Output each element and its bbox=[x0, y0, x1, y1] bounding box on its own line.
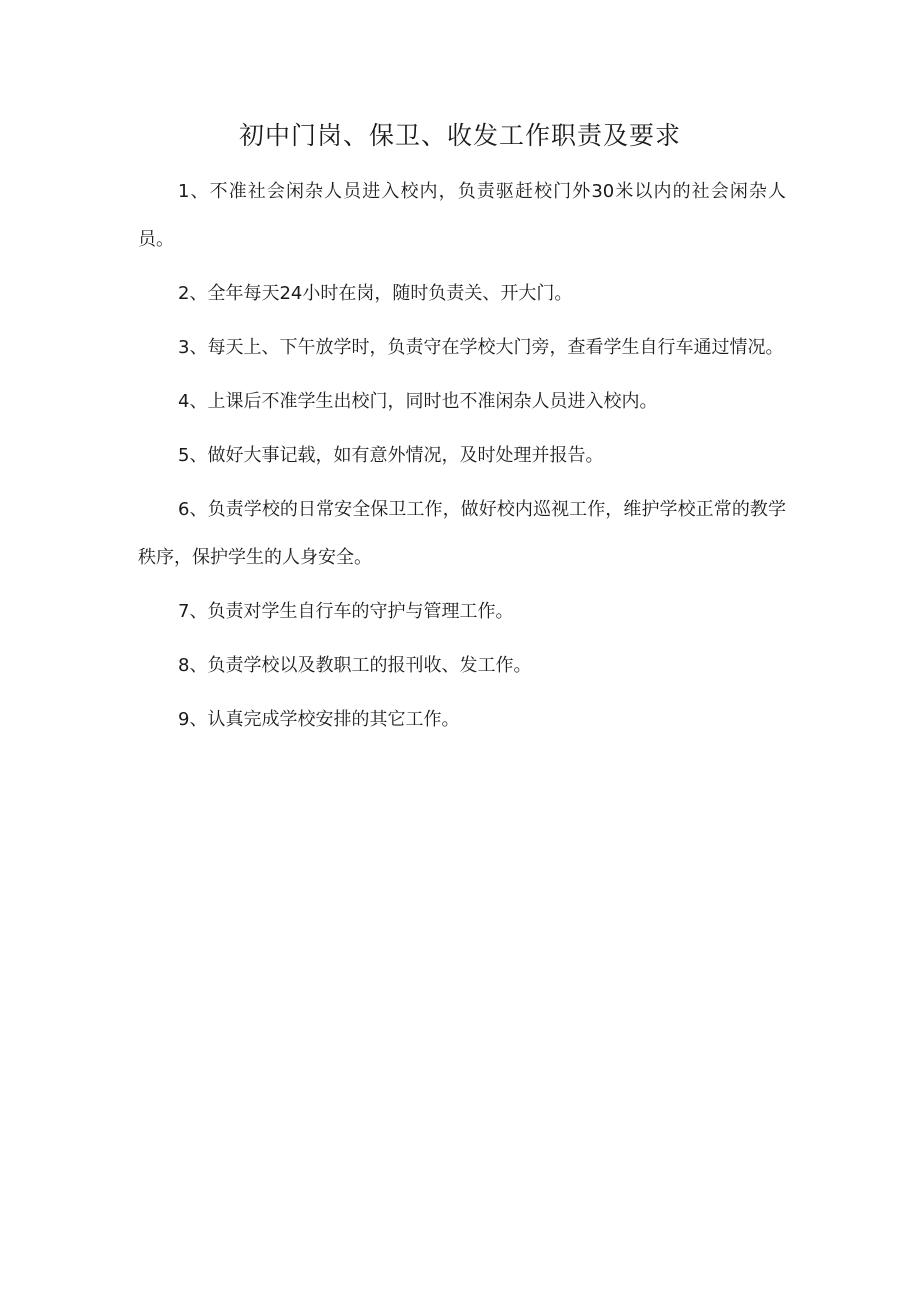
duty-item-5: 5、做好大事记载，如有意外情况，及时处理并报告。 bbox=[178, 445, 604, 466]
duty-item-6: 6、负责学校的日常安全保卫工作，做好校内巡视工作，维护学校正常的教学秩序，保护学生的人身安全。 bbox=[138, 499, 786, 568]
duty-item-1: 1、不准社会闲杂人员进入校内，负责驱赶校门外30米以内的社会闲杂人员。 bbox=[138, 181, 786, 250]
document-body bbox=[138, 168, 786, 750]
duty-item-7: 7、负责对学生自行车的守护与管理工作。 bbox=[178, 601, 514, 622]
duty-item-8: 8、负责学校以及教职工的报刊收、发工作。 bbox=[178, 655, 532, 676]
document-title: 初中门岗、保卫、收发工作职责及要求 bbox=[238, 121, 681, 150]
duty-item-2: 2、全年每天24小时在岗，随时负责关、开大门。 bbox=[178, 283, 573, 304]
duty-item-3: 3、每天上、下午放学时，负责守在学校大门旁，查看学生自行车通过情况。 bbox=[178, 337, 784, 358]
duty-item-9: 9、认真完成学校安排的其它工作。 bbox=[178, 709, 460, 730]
duty-item-4: 4、上课后不准学生出校门，同时也不准闲杂人员进入校内。 bbox=[178, 391, 658, 412]
